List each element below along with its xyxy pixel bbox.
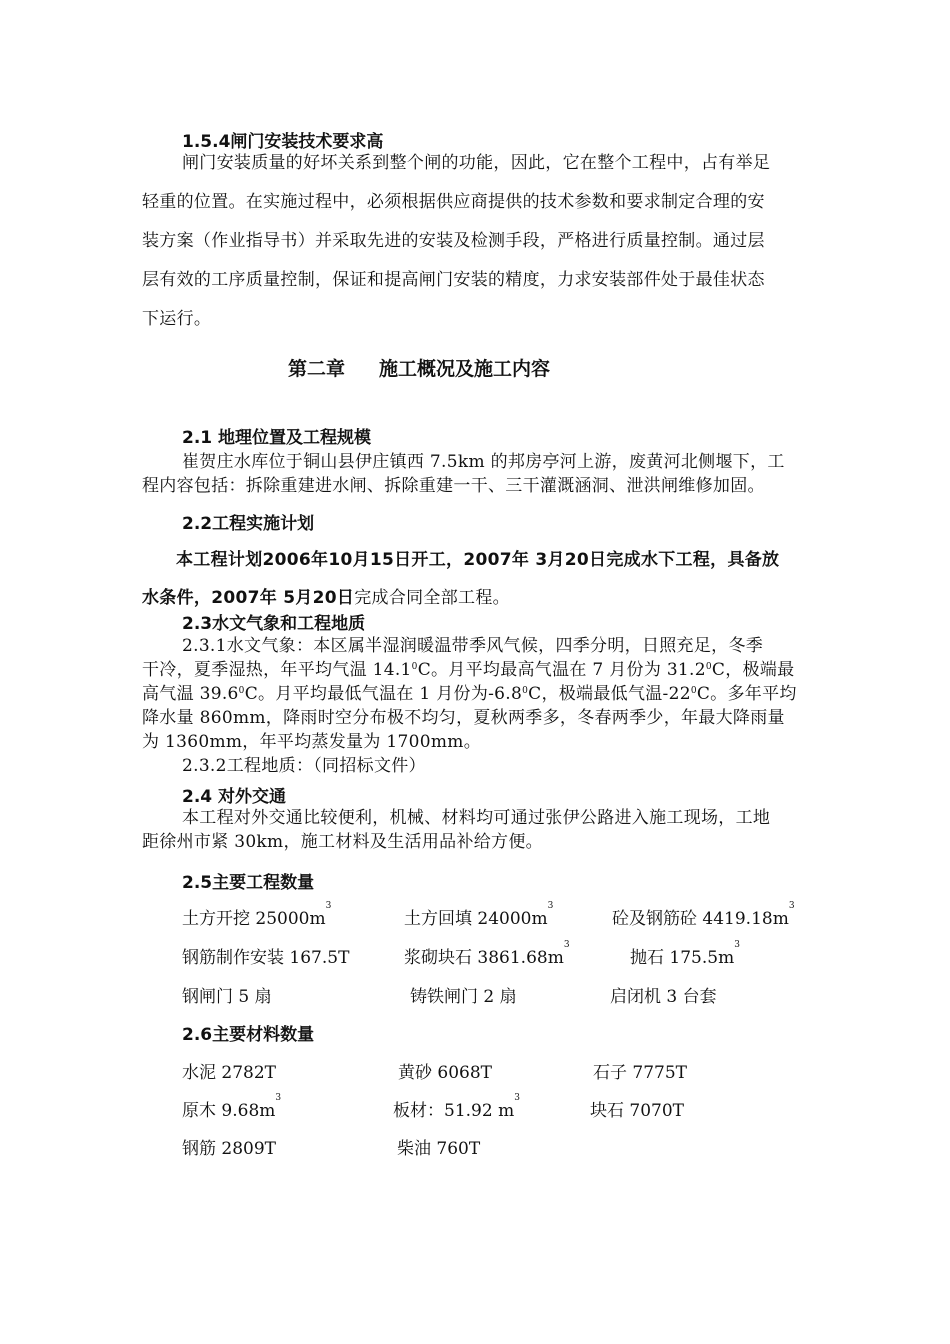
plan-line-2-bold: 水条件，2007年 5月20日	[142, 588, 355, 608]
body-line: 层有效的工序质量控制，保证和提高闸门安装的精度，力求安装部件处于最佳状态	[142, 270, 765, 290]
item-text: 土方回填 24000m	[404, 909, 548, 929]
item-text: 钢筋制作安装 167.5T	[182, 948, 350, 968]
body-line: 本工程对外交通比较便利，机械、材料均可通过张伊公路进入施工现场，工地	[182, 808, 771, 828]
material-item	[393, 1093, 520, 1121]
body-line: 距徐州市紧 30km，施工材料及生活用品补给方便。	[142, 832, 543, 852]
text-span: C，极端最低气温-22	[528, 684, 691, 704]
material-item	[397, 1134, 480, 1159]
plan-line-2-rest: 完成合同全部工程。	[354, 588, 510, 608]
quantity-item	[610, 982, 717, 1007]
quantity-item	[404, 940, 570, 968]
text-span: C。多年平均	[696, 684, 797, 704]
item-text: 原木 9.68m	[182, 1101, 276, 1121]
section-154-body	[142, 144, 842, 339]
item-text: 铸铁闸门 2 扇	[410, 987, 517, 1007]
section-21-heading: 2.1 地理位置及工程规模	[182, 428, 372, 448]
text-span: C，极端最	[711, 660, 795, 680]
body-line: 轻重的位置。在实施过程中，必须根据供应商提供的技术参数和要求制定合理的安	[142, 192, 765, 212]
text-span: C。月平均最低气温在 1 月份为-6.8	[244, 684, 523, 704]
body-line: 崔贺庄水库位于铜山县伊庄镇西 7.5km 的邦房亭河上游，废黄河北侧堰下，工	[182, 452, 785, 472]
text-span: C。月平均最高气温在 7 月份为 31.2	[417, 660, 706, 680]
superscript: 0	[522, 686, 529, 696]
chapter-heading	[288, 354, 550, 381]
section-154-heading: 1.5.4闸门安装技术要求高	[182, 132, 384, 152]
section-21-body	[142, 450, 842, 498]
section-23-hydro	[142, 634, 852, 778]
hydro-line-4: 降水量 860mm，降雨时空分布极不均匀，夏秋两季多，冬春两季少，年最大降雨量	[142, 708, 785, 728]
quantity-item	[182, 943, 349, 968]
body-line: 装方案（作业指导书）并采取先进的安装及检测手段，严格进行质量控制。通过层	[142, 231, 765, 251]
superscript: 3	[563, 940, 570, 950]
section-25-heading: 2.5主要工程数量	[182, 873, 315, 893]
item-text: 水泥 2782T	[182, 1063, 277, 1083]
hydro-line-3	[142, 682, 852, 706]
section-26-heading: 2.6主要材料数量	[182, 1025, 315, 1045]
body-line: 闸门安装质量的好坏关系到整个闸的功能，因此，它在整个工程中，占有举足	[182, 153, 771, 173]
item-text: 启闭机 3 台套	[610, 987, 717, 1007]
item-text: 块石 7070T	[590, 1101, 685, 1121]
section-23-heading: 2.3水文气象和工程地质	[182, 614, 366, 634]
superscript: 3	[325, 901, 332, 911]
superscript: 3	[514, 1093, 520, 1103]
superscript: 3	[788, 901, 795, 911]
material-item	[593, 1058, 687, 1083]
material-item	[182, 1134, 276, 1159]
quantity-item	[182, 982, 272, 1007]
chapter-number: 第二章	[288, 358, 346, 380]
superscript: 0	[705, 662, 712, 672]
section-24-heading: 2.4 对外交通	[182, 787, 287, 807]
item-text: 钢筋 2809T	[182, 1139, 277, 1159]
material-item	[182, 1093, 282, 1121]
item-text: 石子 7775T	[593, 1063, 688, 1083]
text-span: 干冷，夏季湿热，年平均气温 14.1	[142, 660, 412, 680]
quantity-item	[410, 982, 517, 1007]
item-text: 砼及钢筋砼 4419.18m	[612, 909, 789, 929]
item-text: 钢闸门 5 扇	[182, 987, 272, 1007]
quantity-item	[182, 901, 332, 929]
material-item	[590, 1096, 684, 1121]
quantity-item	[404, 901, 554, 929]
material-item	[398, 1058, 492, 1083]
superscript: 0	[238, 686, 245, 696]
chapter-title: 施工概况及施工内容	[379, 358, 551, 380]
section-22-body	[142, 541, 842, 617]
item-text: 浆砌块石 3861.68m	[404, 948, 564, 968]
superscript: 0	[690, 686, 697, 696]
item-text: 黄砂 6068T	[398, 1063, 493, 1083]
item-text: 板材：51.92 m	[393, 1101, 515, 1121]
section-22-heading: 2.2工程实施计划	[182, 514, 315, 534]
text-span: 高气温 39.6	[142, 684, 239, 704]
superscript: 3	[547, 901, 554, 911]
item-text: 柴油 760T	[397, 1139, 481, 1159]
hydro-line-1: 2.3.1水文气象：本区属半湿润暖温带季风气候，四季分明，日照充足，冬季	[182, 636, 764, 656]
quantity-item	[630, 940, 740, 968]
plan-line-1: 本工程计划2006年10月15日开工，2007年 3月20日完成水下工程，具备放	[176, 550, 780, 570]
hydro-line-5: 为 1360mm，年平均蒸发量为 1700mm。	[142, 732, 482, 752]
geology-line: 2.3.2工程地质：（同招标文件）	[182, 756, 426, 776]
body-line: 程内容包括：拆除重建进水闸、拆除重建一干、三干灌溉涵洞、泄洪闸维修加固。	[142, 476, 765, 496]
item-text: 土方开挖 25000m	[182, 909, 326, 929]
material-item	[182, 1058, 276, 1083]
superscript: 3	[734, 940, 740, 950]
hydro-line-2	[142, 658, 852, 682]
item-text: 抛石 175.5m	[630, 948, 735, 968]
body-line: 下运行。	[142, 309, 212, 329]
superscript: 3	[275, 1093, 282, 1103]
quantity-item	[612, 901, 795, 929]
superscript: 0	[411, 662, 418, 672]
section-24-body	[142, 806, 842, 854]
